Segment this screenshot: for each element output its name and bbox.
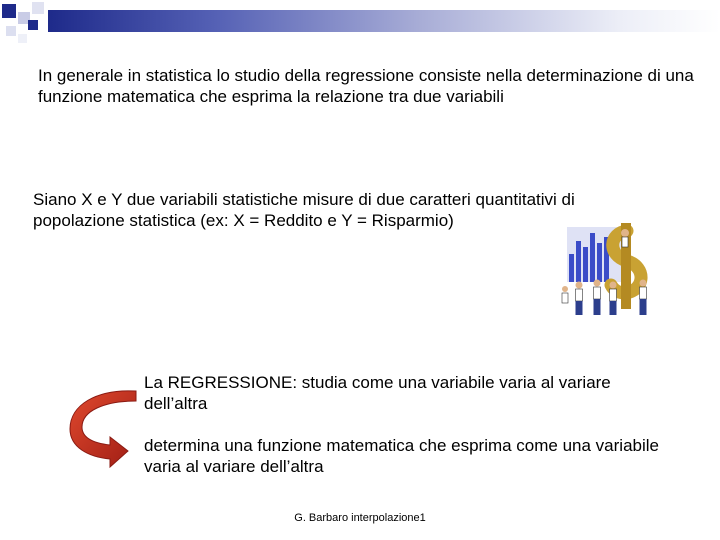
title-decoration [0, 0, 720, 50]
title-gradient-band [48, 10, 720, 32]
regression-paragraph: La REGRESSIONE: studia come una variabile varia al variare dell’altra [144, 373, 611, 413]
decor-square [18, 34, 27, 43]
slide-footer: G. Barbaro interpolazione1 [294, 512, 426, 524]
curved-arrow-icon [66, 387, 138, 469]
intro-paragraph: In generale in statistica lo studio della regressione consiste nella determinazione di una funzione matematica che esprima la relazione tra due variabili [38, 66, 694, 106]
dollar-chart-people-clipart [557, 219, 663, 322]
decor-square [2, 4, 16, 18]
variables-paragraph: Siano X e Y due variabili statistiche misure di due caratteri quantitativi di popolazione statistica (ex: X = Reddito e Y = Risparmio) [33, 190, 575, 230]
determines-paragraph: determina una funzione matematica che esprima come una variabile varia al variare dell’altra [144, 436, 659, 476]
decor-square [32, 2, 44, 14]
decor-square [6, 26, 16, 36]
decor-square [28, 20, 38, 30]
